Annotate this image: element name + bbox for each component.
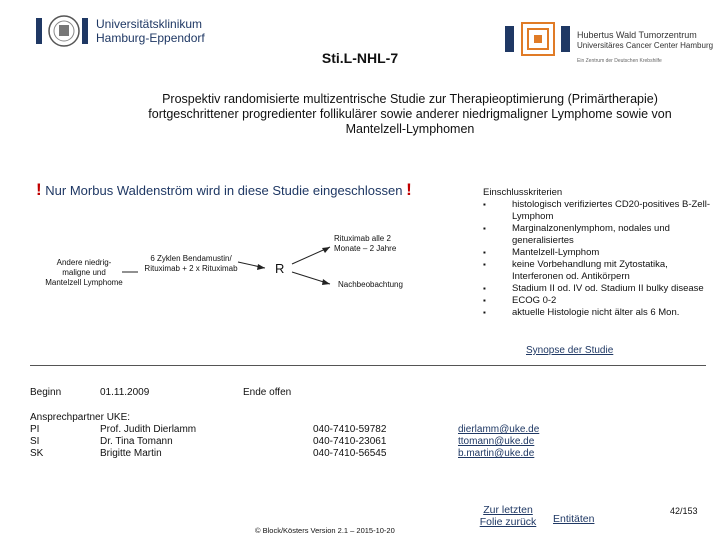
page-title: Sti.L-NHL-7 — [321, 50, 399, 66]
study-description-line: fortgeschrittener progredienter follikulärer sowie anderer niedrigmaligner Lymphome sowie von — [148, 107, 672, 121]
tumorzentrum-logo-line2: Universitäres Cancer Center Hamburg — [577, 41, 714, 50]
bullet-icon: ▪ — [483, 200, 486, 209]
inclusion-criteria — [483, 187, 711, 319]
list-item: ▪ Marginalzonenlymphom, nodales und generalisiertes — [483, 223, 670, 246]
bullet-icon: ▪ — [483, 296, 486, 305]
bullet-icon: ▪ — [483, 308, 486, 317]
list-item: ▪ Mantelzell-Lymphom — [483, 247, 600, 258]
contact-email[interactable]: ttomann@uke.de — [458, 436, 535, 447]
flow-population: Andere niedrig-maligne und Mantelzell Lymphome — [45, 258, 123, 287]
contact-phone: 040-7410-23061 — [313, 436, 387, 447]
divider — [30, 365, 706, 366]
tumorzentrum-logo-line3: Ein Zentrum der Deutschen Krebshilfe — [577, 58, 662, 64]
flow-arm-b: Nachbeobachtung — [338, 280, 403, 289]
synopsis-link[interactable]: Synopse der Studie — [526, 345, 614, 356]
entities-link[interactable]: Entitäten — [553, 513, 595, 525]
end-value: Ende offen — [243, 387, 292, 398]
bullet-icon: ▪ — [483, 248, 486, 257]
uke-logo-line2: Hamburg-Eppendorf — [96, 31, 205, 45]
back-link-line1[interactable]: Zur letzten — [483, 504, 533, 516]
list-item: ▪ keine Vorbehandlung mit Zytostatika, Interferonen od. Antikörpern — [483, 259, 668, 282]
contact-role: SK — [30, 448, 44, 459]
flow-randomization: R — [275, 261, 285, 276]
flow-arm-a: Rituximab alle 2 Monate – 2 Jahre — [334, 234, 397, 253]
contact-name: Prof. Judith Dierlamm — [100, 424, 197, 435]
contact-role: SI — [30, 436, 40, 447]
back-link-line2[interactable]: Folie zurück — [479, 516, 537, 528]
list-item: ▪ histologisch verifiziertes CD20-positives B-Zell-Lymphom — [483, 199, 710, 222]
back-link[interactable] — [470, 504, 546, 528]
uke-logo-line1: Universitätsklinikum — [96, 17, 203, 31]
list-item: ▪ Stadium II od. IV od. Stadium II bulky disease — [483, 283, 704, 294]
criteria-heading: Einschlusskriterien — [483, 187, 563, 198]
contact-email[interactable]: b.martin@uke.de — [458, 448, 535, 459]
study-description-line: Mantelzell-Lymphomen — [345, 122, 475, 136]
notice-exclamation-left: ! — [36, 180, 42, 199]
bullet-icon: ▪ — [483, 260, 486, 269]
flow-arrowhead — [257, 264, 265, 270]
bullet-icon: ▪ — [483, 284, 486, 293]
begin-value: 01.11.2009 — [100, 387, 150, 398]
contact-phone: 040-7410-59782 — [313, 424, 387, 435]
list-item: ▪ aktuelle Histologie nicht älter als 6 Mon. — [483, 307, 680, 318]
notice-text: Nur Morbus Waldenström wird in diese Studie eingeschlossen — [45, 183, 403, 198]
contact-name: Brigitte Martin — [100, 448, 162, 459]
contact-email[interactable]: dierlamm@uke.de — [458, 424, 540, 435]
study-description-line: Prospektiv randomisierte multizentrische Studie zur Therapieoptimierung (Primärtherapie) — [162, 92, 658, 106]
begin-label: Beginn — [30, 387, 62, 398]
page-number: 42/153 — [670, 506, 698, 516]
contact-role: PI — [30, 424, 40, 435]
criteria-list — [483, 199, 711, 319]
bullet-icon: ▪ — [483, 224, 486, 233]
list-item: ▪ ECOG 0-2 — [483, 295, 557, 306]
copyright: © Block/Kösters Version 2.1 – 2015-10-20 — [255, 526, 395, 535]
contacts-heading: Ansprechpartner UKE: — [30, 412, 131, 423]
contact-phone: 040-7410-56545 — [313, 448, 387, 459]
flow-arrowhead — [322, 247, 330, 253]
flow-arrowhead — [322, 279, 330, 285]
notice-exclamation-right: ! — [406, 180, 412, 199]
tumorzentrum-logo-line1: Hubertus Wald Tumorzentrum — [577, 30, 697, 40]
flow-induction: 6 Zyklen Bendamustin/ Rituximab + 2 x Rituximab — [144, 254, 238, 273]
contact-name: Dr. Tina Tomann — [100, 436, 173, 447]
